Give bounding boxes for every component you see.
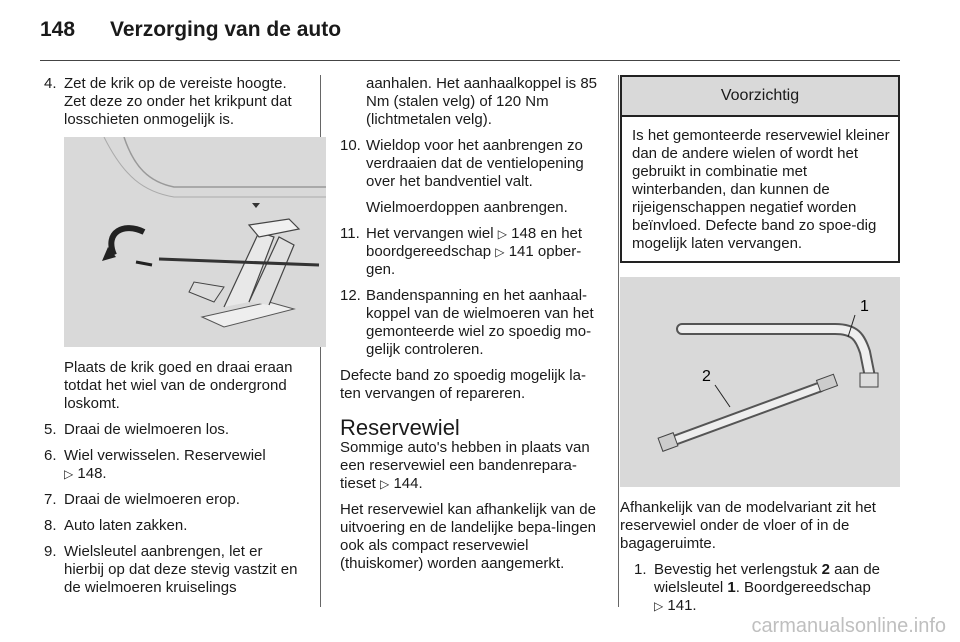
warning-text: Is het gemonteerde reservewiel kleiner dan de andere wielen of wordt het gebruikt in combinatie met winterbanden, dan kunnen de rijeigenschappen negatief worden beïnvloed. Defecte band zo spoe-dig mogelijk laten vervangen. [632,127,890,252]
column-3 [620,75,900,623]
wrench-illustration [620,277,900,487]
jack-figure-caption: Plaats de krik goed en draai eraan totdat het wiel van de ondergrond loskomt. [64,359,293,412]
jack-figure-wrapper [64,137,306,413]
column-1 [44,75,306,605]
warning-title: Voorzichtig [622,77,898,117]
step-8: 8. Auto laten zakken. [44,517,188,534]
callout-1: 1 [860,298,869,315]
location-paragraph: Afhankelijk van de modelvariant zit het reservewiel onder de vloer of in de bagageruimte. [620,499,876,552]
callout-2: 2 [702,368,711,385]
page-header [40,18,341,42]
reference-arrow-icon: ▷ [380,477,390,491]
step-9: 9. Wielsleutel aanbrengen, let er hierbij op dat deze stevig vastzit en de wielmoeren kruiselings [44,543,298,596]
page-title: Verzorging van de auto [110,18,342,41]
step-6: 6. Wiel verwisselen. Reservewiel ▷ 148. [44,447,266,482]
jack-illustration [64,137,326,347]
spare-paragraph-2: Het reservewiel kan afhankelijk van de uitvoering en de landelijke bepa-lingen ook als compact reservewiel (thuiskomer) worden aangemerkt. [340,501,597,572]
step-10-extra: Wielmoerdoppen aanbrengen. [366,199,568,216]
step-4: 4. Zet de krik op de vereiste hoogte. Zet deze zo onder het krikpunt dat losschieten onmogelijk is. [44,75,292,128]
reference-arrow-icon: ▷ [64,467,74,481]
warning-box [620,75,900,263]
step-10: 10. Wieldop voor het aanbrengen zo verdraaien dat de ventielopening over het bandventiel valt. [340,137,584,190]
step-9-continued: aanhalen. Het aanhaalkoppel is 85 Nm (stalen velg) of 120 Nm (lichtmetalen velg). [366,75,598,128]
watermark: carmanualsonline.info [751,615,946,637]
column-divider-2 [618,75,619,607]
step-12: 12. Bandenspanning en het aanhaal-koppel van de wielmoeren van het gemonteerde wiel zo spoedig mo-gelijk controleren. [340,287,594,358]
reference-arrow-icon: ▷ [654,599,664,613]
section-heading: Reservewiel [340,415,460,440]
step-1: 1. Bevestig het verlengstuk 2 aan de wielsleutel 1. Boordgereedschap ▷ 141. [634,561,881,614]
reference-arrow-icon: ▷ [497,227,507,241]
step-7: 7. Draai de wielmoeren erop. [44,491,240,508]
page-number: 148 [40,18,76,41]
step-5: 5. Draai de wielmoeren los. [44,421,230,438]
step-11: 11. Het vervangen wiel ▷ 148 en het boordgereedschap ▷ 141 opber-gen. [340,225,583,278]
defect-paragraph: Defecte band zo spoedig mogelijk la-ten vervangen of repareren. [340,367,586,402]
reference-arrow-icon: ▷ [495,245,505,259]
header-divider [40,60,900,61]
spare-paragraph-1: Sommige auto's hebben in plaats van een reservewiel een bandenrepara-tieset ▷ 144. [340,439,590,492]
column-2 [340,75,603,581]
